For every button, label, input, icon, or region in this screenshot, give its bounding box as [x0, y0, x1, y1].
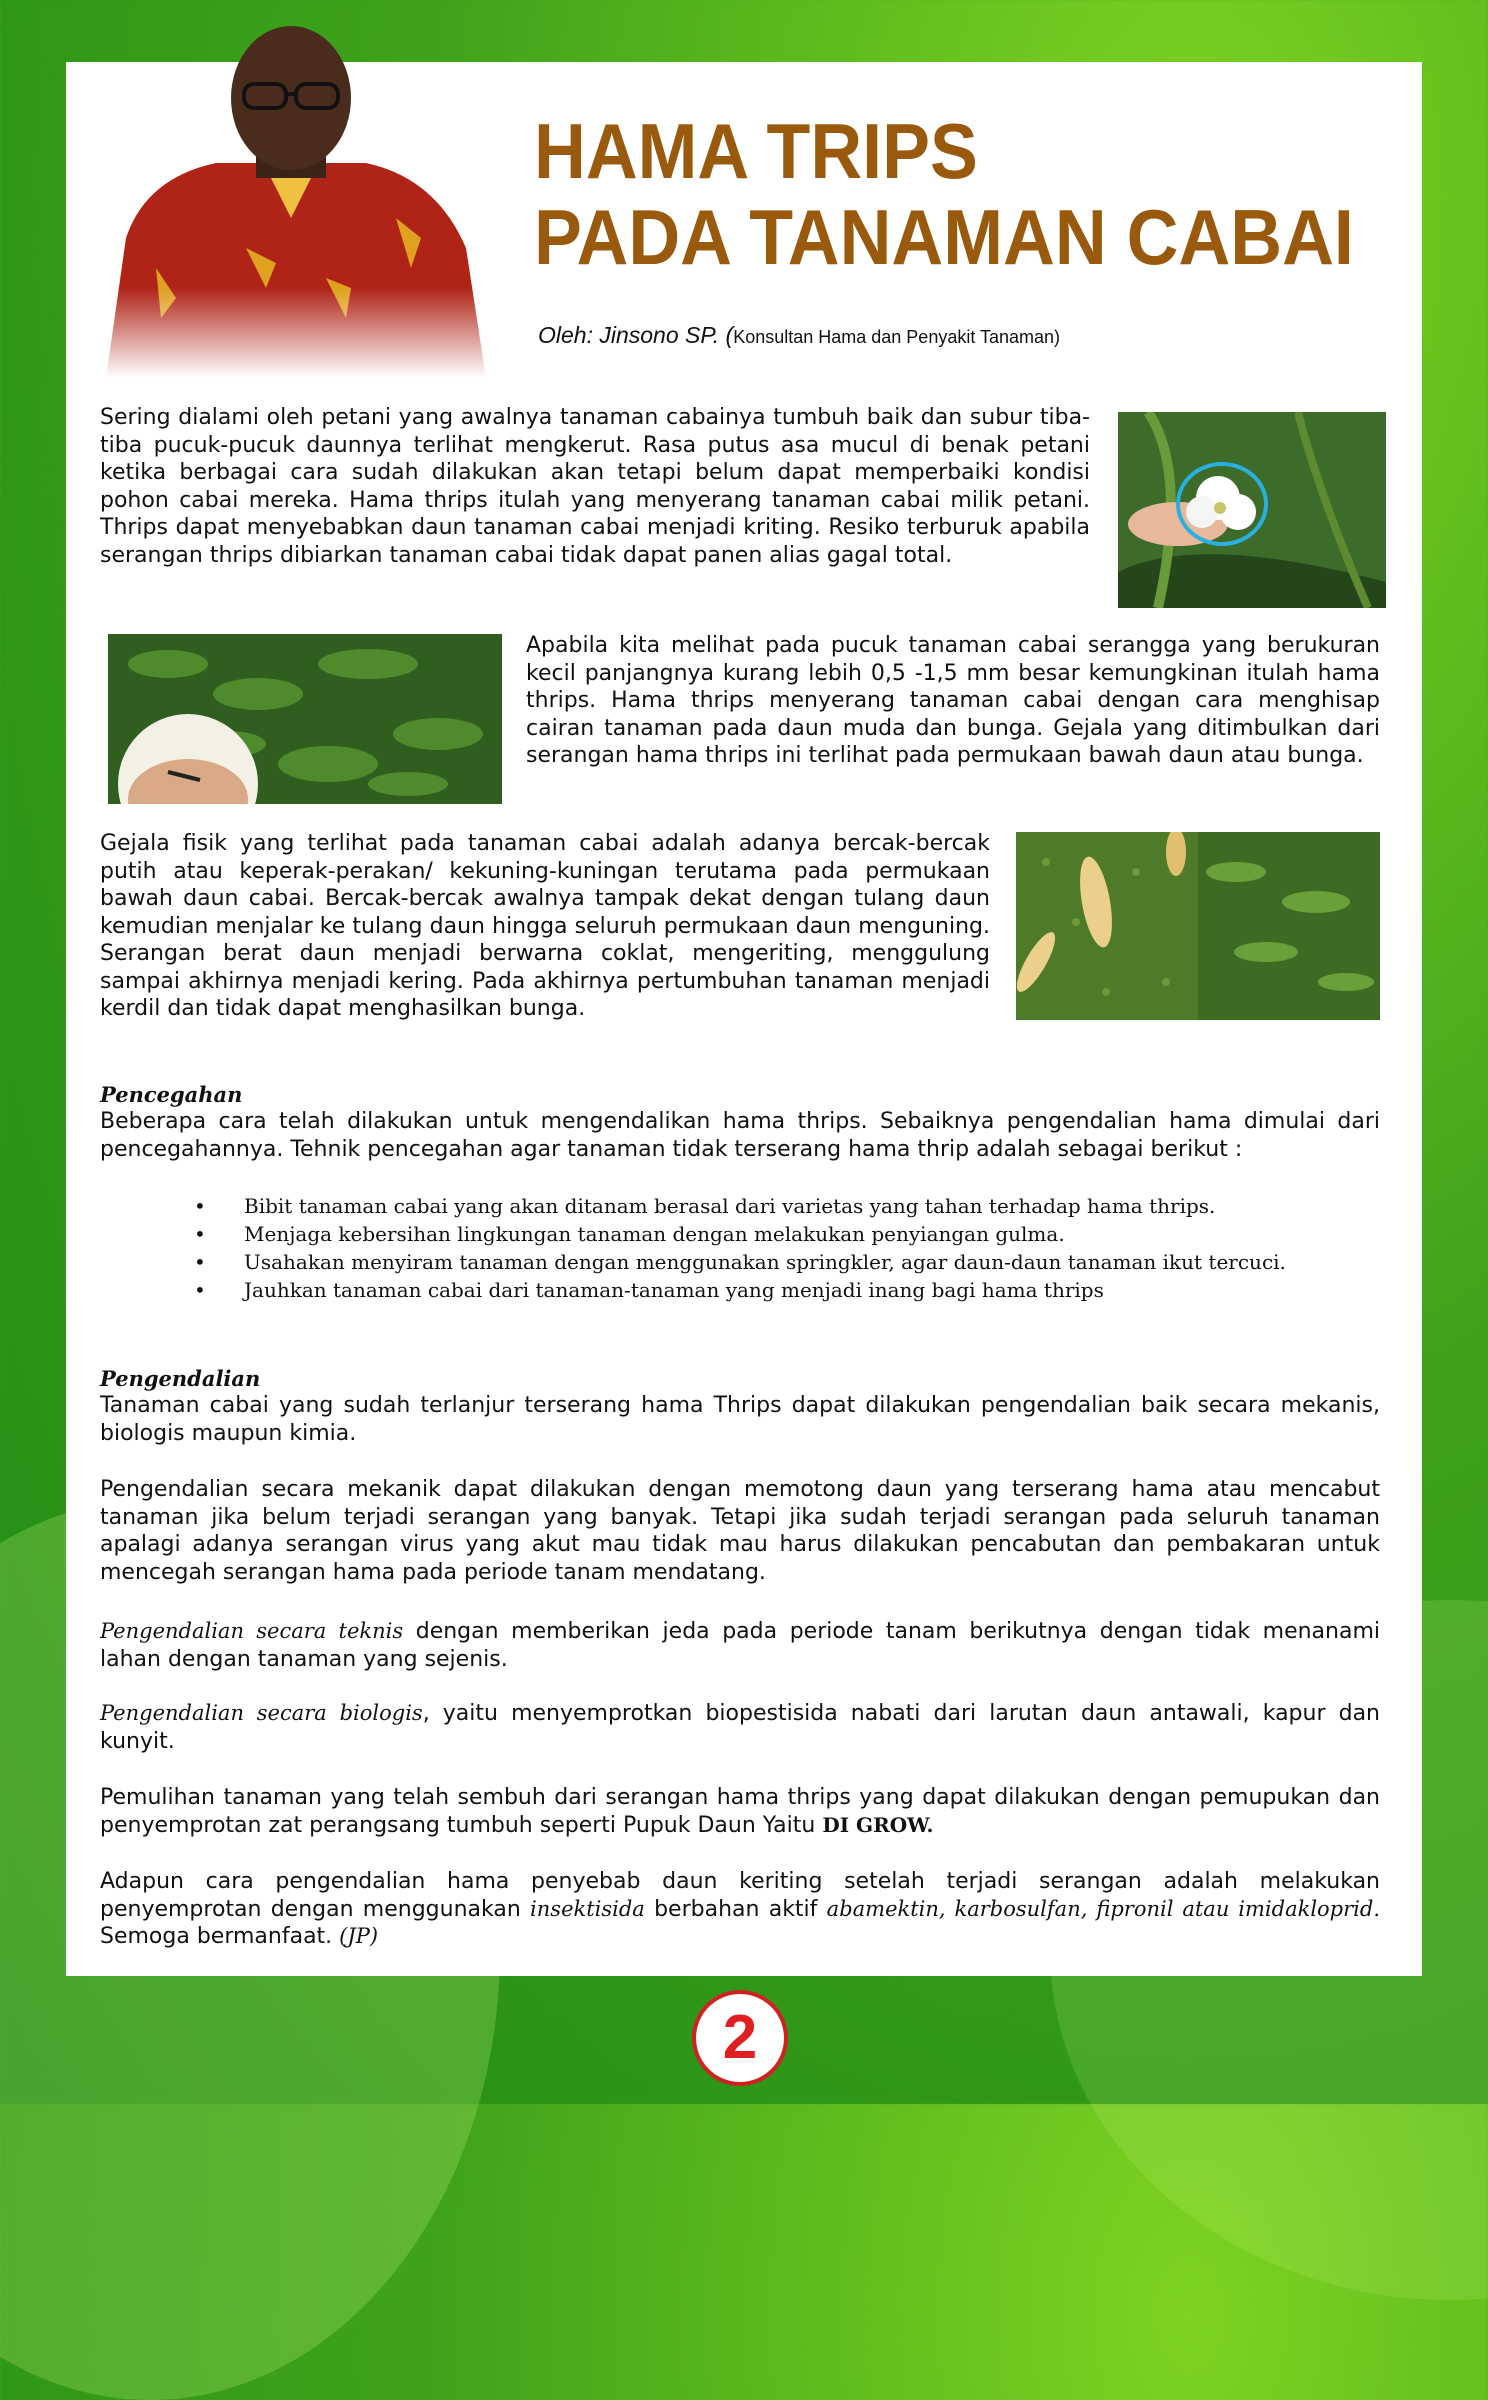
prevention-list	[190, 1192, 1390, 1304]
thrips-damage-photo	[1016, 832, 1380, 1020]
paragraph-symptoms: Gejala fisik yang terlihat pada tanaman cabai adalah adanya bercak-bercak putih atau keperak-perakan/ kekuning-kuningan terutama pada permukaan bawah daun cabai. Bercak-bercak awalnya tampak dekat dengan tulang daun kemudian menjalar ke tulang daun hingga seluruh permukaan daun menguning. Serangan berat daun menjadi berwarna coklat, mengeriting, menggulung sampai akhirnya menjadi kering. Pada akhirnya pertumbuhan tanaman menjadi kerdil dan tidak dapat menghasilkan bunga.	[100, 831, 990, 1021]
paragraph-biological-control: Pengendalian secara biologis, yaitu menyemprotkan biopestisida nabati dari larutan daun antawali, kapur dan kunyit.	[100, 1701, 1380, 1754]
list-item: • Usahakan menyiram tanaman dengan menggunakan springkler, agar daun-daun tanaman ikut tercuci.	[194, 1250, 1286, 1274]
author-photo	[96, 18, 486, 378]
heading-pengendalian: Pengendalian	[100, 1366, 261, 1391]
heading-pencegahan: Pencegahan	[100, 1082, 243, 1107]
paragraph-intro: Sering dialami oleh petani yang awalnya tanaman cabainya tumbuh baik dan subur tiba-tiba pucuk-pucuk daunnya terlihat mengkerut. Rasa putus asa mucul di benak petani ketika berbagai cara sudah dilakukan akan tetapi belum dapat memperbaiki kondisi pohon cabai mereka. Hama thrips itulah yang menyerang tanaman cabai milik petani. Thrips dapat menyebabkan daun tanaman cabai menjadi kriting. Resiko terburuk apabila serangan thrips dibiarkan tanaman cabai tidak dapat panen alias gagal total.	[100, 405, 1090, 568]
page-number: 2	[692, 1990, 788, 2086]
technical-control-term: Pengendalian secara teknis	[100, 1619, 404, 1643]
title-line-1: HAMA TRIPS	[534, 107, 978, 195]
list-item: • Bibit tanaman cabai yang akan ditanam berasal dari varietas yang tahan terhadap hama thrips.	[194, 1194, 1216, 1218]
byline-role: Konsultan Hama dan Penyakit Tanaman)	[733, 327, 1061, 347]
author-initials: (JP)	[339, 1924, 379, 1948]
paragraph-recovery: Pemulihan tanaman yang telah sembuh dari serangan hama thrips yang dapat dilakukan dengan pemupukan dan penyemprotan zat perangsang tumbuh seperti Pupuk Daun Yaitu DI GROW.	[100, 1785, 1380, 1838]
paragraph-mechanical-control: Pengendalian secara mekanik dapat dilakukan dengan memotong daun yang terserang hama atau mencabut tanaman jika belum terjadi serangan yang banyak. Tetapi jika sudah terjadi serangan pada seluruh tanaman apalagi adanya serangan virus yang akut mau tidak mau harus dilakukan pencabutan dan pembakaran untuk mencegah serangan hama pada periode tanam mendatang.	[100, 1477, 1380, 1585]
chili-flower-photo	[1118, 412, 1386, 608]
paragraph-prevention-intro: Beberapa cara telah dilakukan untuk mengendalikan hama thrips. Sebaiknya pengendalian hama dimulai dari pencegahannya. Tehnik pencegahan agar tanaman tidak terserang hama thrip adalah sebagai berikut :	[100, 1109, 1380, 1162]
list-item: • Menjaga kebersihan lingkungan tanaman dengan melakukan penyiangan gulma.	[194, 1222, 1065, 1246]
paragraph-chemical-control: Adapun cara pengendalian hama penyebab daun keriting setelah terjadi serangan adalah melakukan penyemprotan dengan menggunakan insektisida berbahan aktif abamektin, karbosulfan, fipronil atau imidakloprid. Semoga bermanfaat. (JP)	[100, 1869, 1380, 1949]
list-item: • Jauhkan tanaman cabai dari tanaman-tanaman yang menjadi inang bagi hama thrips	[194, 1278, 1104, 1302]
paragraph-thrips-description: Apabila kita melihat pada pucuk tanaman cabai serangga yang berukuran kecil panjangnya kurang lebih 0,5 -1,5 mm besar kemungkinan itulah hama thrips. Hama thrips menyerang tanaman cabai dengan cara menghisap cairan tanaman pada daun muda dan bunga. Gejala yang ditimbulkan dari serangan hama thrips ini terlihat pada permukaan bawah daun atau bunga.	[526, 633, 1380, 768]
paragraph-control-intro: Tanaman cabai yang sudah terlanjur terserang hama Thrips dapat dilakukan pengendalian baik secara mekanis, biologis maupun kimia.	[100, 1393, 1380, 1446]
article-title	[534, 108, 1362, 280]
product-name: DI GROW.	[822, 1812, 934, 1837]
chili-leaves-thrips-photo	[108, 634, 502, 804]
paragraph-technical-control: Pengendalian secara teknis dengan memberikan jeda pada periode tanam berikutnya dengan tidak menanami lahan dengan tanaman yang sejenis.	[100, 1619, 1381, 1672]
biological-control-term: Pengendalian secara biologis	[100, 1701, 423, 1725]
byline-author: Oleh: Jinsono SP. (	[538, 322, 734, 348]
byline	[538, 322, 1060, 349]
title-line-2: PADA TANAMAN CABAI	[534, 193, 1354, 281]
